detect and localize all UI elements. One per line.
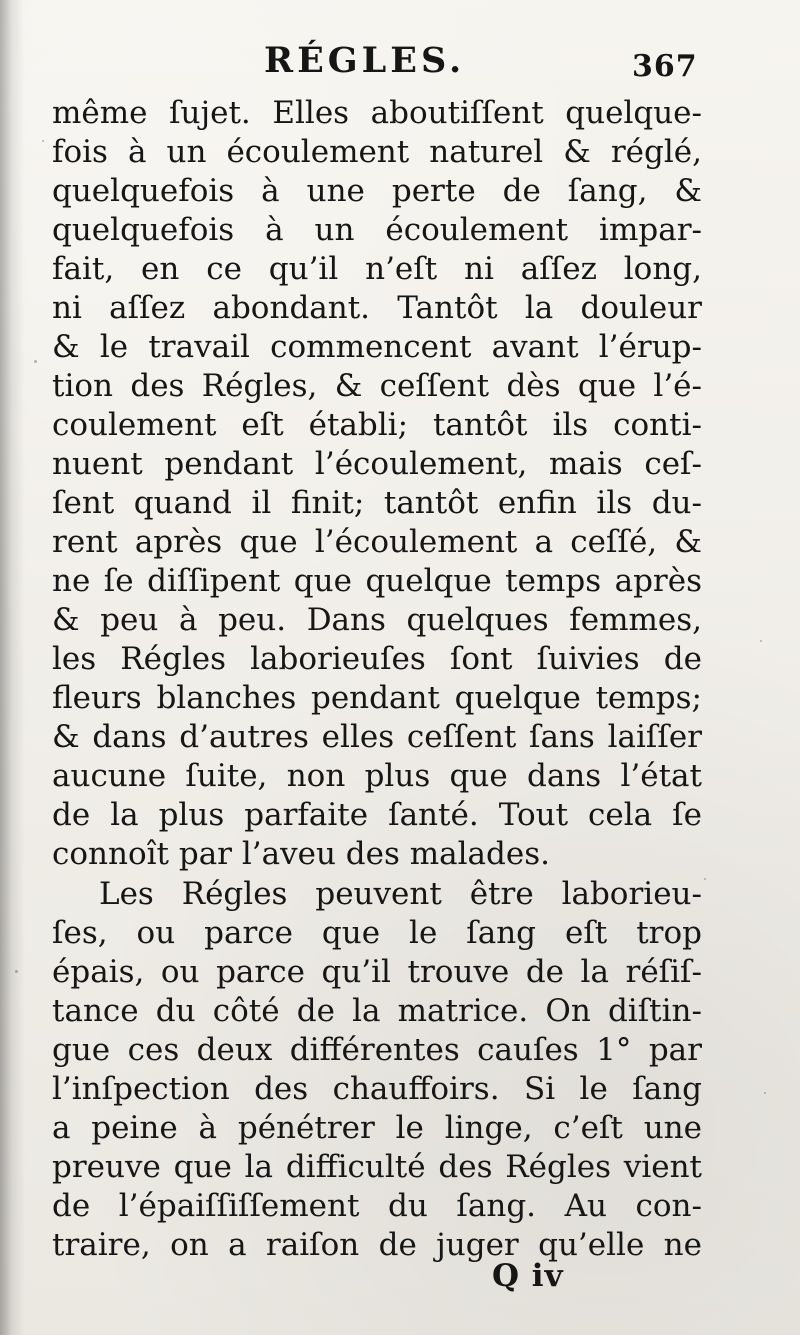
body-line-8: tion des Régles, & ceſſent dès que l’é-: [52, 368, 702, 404]
ink-speck: [764, 1092, 766, 1094]
body-line-10: nuent pendant l’écoulement, mais ceſ-: [52, 446, 702, 482]
body-line-13: ne ſe diſſipent que quelque temps après: [52, 563, 702, 599]
body-line-15: les Régles laborieuſes ſont ſuivies de: [52, 641, 702, 677]
body-line-29: de l’épaiſſiſſement du ſang. Au con-: [52, 1188, 702, 1224]
body-line-2: fois à un écoulement naturel & réglé,: [52, 134, 702, 170]
catchword: Q iv: [492, 1258, 564, 1294]
body-line-6: ni aſſez abondant. Tantôt la douleur: [52, 290, 702, 326]
body-line-20: connoît par l’aveu des malades.: [52, 836, 550, 872]
body-line-23: épais, ou parce qu’il trouve de la réſiſ-: [52, 954, 702, 990]
body-line-14: & peu à peu. Dans quelques femmes,: [52, 602, 702, 638]
body-line-18: aucune ſuite, non plus que dans l’état: [52, 758, 702, 794]
body-line-16: fleurs blanches pendant quelque temps;: [52, 680, 702, 716]
body-line-1: même ſujet. Elles aboutiſſent quelque-: [52, 95, 702, 131]
ink-speck: [42, 140, 44, 142]
page-number: 367: [632, 49, 698, 84]
body-line-27: a peine à pénétrer le linge, c’eſt une: [52, 1110, 702, 1146]
body-line-4: quelquefois à un écoulement impar-: [52, 212, 702, 248]
body-line-24: tance du côté de la matrice. On diſtin-: [52, 993, 702, 1029]
ink-speck: [34, 360, 37, 363]
body-line-26: l’inſpection des chauffoirs. Si le ſang: [52, 1071, 702, 1107]
body-line-21: Les Régles peuvent être laborieu-: [99, 876, 702, 912]
body-line-5: fait, en ce qu’il n’eſt ni aſſez long,: [52, 251, 702, 287]
body-line-11: ſent quand il finit; tantôt enfin ils du-: [52, 485, 702, 521]
body-line-25: gue ces deux différentes cauſes 1° par: [52, 1032, 702, 1068]
body-line-9: coulement eſt établi; tantôt ils conti-: [52, 407, 702, 443]
running-head: RÉGLES.: [264, 40, 466, 81]
body-line-3: quelquefois à une perte de ſang, &: [52, 173, 702, 209]
body-line-7: & le travail commencent avant l’érup-: [52, 329, 702, 365]
ink-speck: [15, 970, 18, 973]
body-line-30: traire, on a raiſon de juger qu’elle ne: [52, 1227, 702, 1263]
body-line-17: & dans d’autres elles ceſſent ſans laiſſer: [52, 719, 702, 755]
body-line-28: preuve que la difficulté des Régles vient: [52, 1149, 702, 1185]
ink-speck: [760, 640, 762, 642]
body-line-19: de la plus parfaite ſanté. Tout cela ſe: [52, 797, 702, 833]
page-gutter-shadow: [0, 0, 24, 1335]
body-line-22: ſes, ou parce que le ſang eſt trop: [52, 915, 702, 951]
ink-speck: [704, 878, 706, 880]
body-line-12: rent après que l’écoulement a ceſſé, &: [52, 524, 702, 560]
